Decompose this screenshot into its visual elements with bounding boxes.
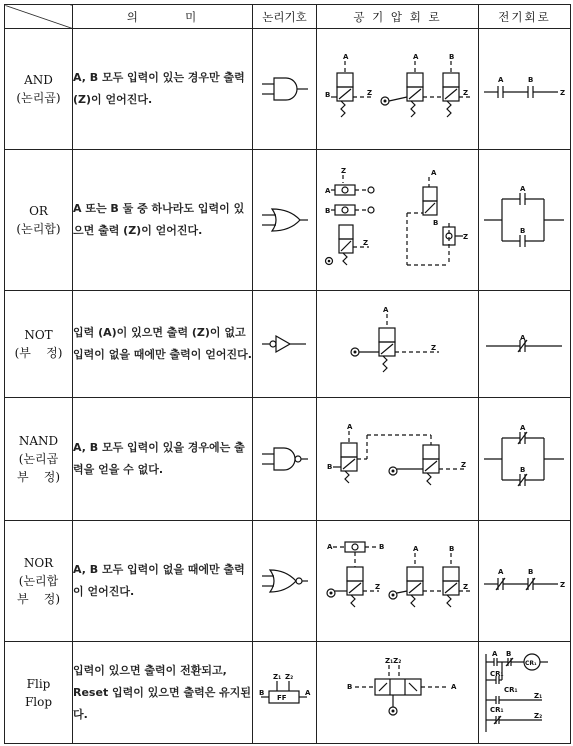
label-a: A: [346, 423, 352, 431]
label-a-2: A: [430, 169, 436, 177]
label-b: B: [324, 91, 330, 99]
label-z: Z: [460, 461, 466, 469]
row-not: [5, 291, 571, 398]
label-a: A: [382, 306, 388, 314]
gate-name: OR (논리합): [5, 150, 73, 291]
nor-pneumatic-circuit: [317, 521, 479, 642]
label-b-2: B: [432, 219, 438, 227]
nand-pneumatic-circuit: [317, 398, 479, 521]
gate-meaning: A, B 모두 입력이 있을 경우에는 출력을 얻을 수 없다.: [73, 398, 253, 521]
label-b-3: B: [505, 649, 511, 658]
relay-cr1-label: CR₁: [524, 659, 537, 667]
label-b: B: [324, 207, 330, 215]
logic-table: [4, 4, 571, 744]
header-meaning: 의 미: [73, 5, 253, 29]
label-b-3: B: [527, 568, 533, 576]
label-b-3: B: [527, 76, 533, 84]
label-z-3: Z: [462, 233, 468, 241]
label-a-3: A: [519, 185, 525, 193]
label-z-3: Z: [559, 89, 565, 97]
label-z-2: Z: [462, 583, 468, 591]
nand-electric-circuit: [479, 398, 571, 521]
gate-meaning: 입력이 있으면 출력이 전환되고, Reset 입력이 있으면 출력은 유지된다.: [73, 642, 253, 744]
gate-meaning: 입력 (A)이 있으면 출력 (Z)이 없고 입력이 없을 때에만 출력이 얻어진다.: [73, 291, 253, 398]
and-logic-symbol: [253, 29, 317, 150]
label-z1: Z₁: [272, 672, 281, 681]
nor-logic-symbol: [253, 521, 317, 642]
row-flip-flop: [5, 642, 571, 744]
gate-meaning: A, B 모두 입력이 없을 때에만 출력이 얻어진다.: [73, 521, 253, 642]
label-z: Z: [374, 583, 380, 591]
ff-label: FF: [276, 693, 287, 702]
row-nor: [5, 521, 571, 642]
label-a-3: A: [497, 568, 503, 576]
label-b-3: B: [519, 227, 525, 235]
label-a: A: [324, 187, 330, 195]
not-pneumatic-circuit: [317, 291, 479, 398]
header-row: [5, 5, 571, 29]
or-logic-symbol: [253, 150, 317, 291]
label-z: Z: [430, 344, 436, 352]
cr1-label-3: CR₁: [489, 705, 504, 714]
label-a-2: A: [412, 53, 418, 61]
label-a-2: A: [450, 682, 456, 691]
flipflop-electric-circuit: [479, 642, 571, 744]
header-logic-symbol: 논리기호: [253, 5, 317, 29]
row-and: [5, 29, 571, 150]
and-electric-circuit: [479, 29, 571, 150]
label-a-2: A: [412, 545, 418, 553]
and-pneumatic-circuit: [317, 29, 479, 150]
label-b: B: [258, 688, 264, 697]
label-z-3: Z: [559, 581, 565, 589]
label-a: A: [304, 688, 310, 697]
nor-electric-circuit: [479, 521, 571, 642]
label-z: Z: [366, 89, 372, 97]
label-z-2: Z: [362, 239, 368, 247]
corner-cell: [5, 5, 73, 29]
label-b-2: B: [519, 466, 525, 474]
label-a: A: [342, 53, 348, 61]
not-electric-circuit: [479, 291, 571, 398]
label-b: B: [326, 463, 332, 471]
gate-name: NOR (논리합 부 정): [5, 521, 73, 642]
label-a-3: A: [491, 649, 497, 658]
label-a: A: [326, 543, 332, 551]
or-electric-circuit: [479, 150, 571, 291]
label-b-2: B: [448, 545, 454, 553]
label-b: B: [378, 543, 384, 551]
gate-meaning: A 또는 B 둘 중 하나라도 입력이 있으면 출력 (Z)이 얻어진다.: [73, 150, 253, 291]
label-a-2: A: [519, 334, 525, 342]
row-nand: [5, 398, 571, 521]
cr1-label-2: CR₁: [503, 685, 518, 694]
gate-name: NOT (부 정): [5, 291, 73, 398]
gate-name: AND (논리곱): [5, 29, 73, 150]
label-b-2: B: [346, 682, 352, 691]
label-a-3: A: [497, 76, 503, 84]
header-pneumatic: 공 기 압 회 로: [317, 5, 479, 29]
gate-name: NAND (논리곱 부 정): [5, 398, 73, 521]
flipflop-pneumatic-circuit: [317, 642, 479, 744]
flipflop-logic-symbol: [253, 642, 317, 744]
label-z1-out: Z₁: [533, 691, 542, 700]
nand-logic-symbol: [253, 398, 317, 521]
label-a-2: A: [519, 424, 525, 432]
header-electric: 전기회로: [479, 5, 571, 29]
cr1-label-1: CR₁: [489, 669, 504, 678]
not-logic-symbol: [253, 291, 317, 398]
label-z2: Z₂: [284, 672, 293, 681]
label-z1z2: Z₁Z₂: [384, 656, 401, 665]
or-pneumatic-circuit: [317, 150, 479, 291]
row-or: [5, 150, 571, 291]
label-z-2: Z: [462, 89, 468, 97]
gate-name: Flip Flop: [5, 642, 73, 744]
label-z2-out: Z₂: [533, 711, 542, 720]
gate-meaning: A, B 모두 입력이 있는 경우만 출력 (Z)이 얻어진다.: [73, 29, 253, 150]
label-z: Z: [340, 167, 346, 175]
label-b-2: B: [448, 53, 454, 61]
